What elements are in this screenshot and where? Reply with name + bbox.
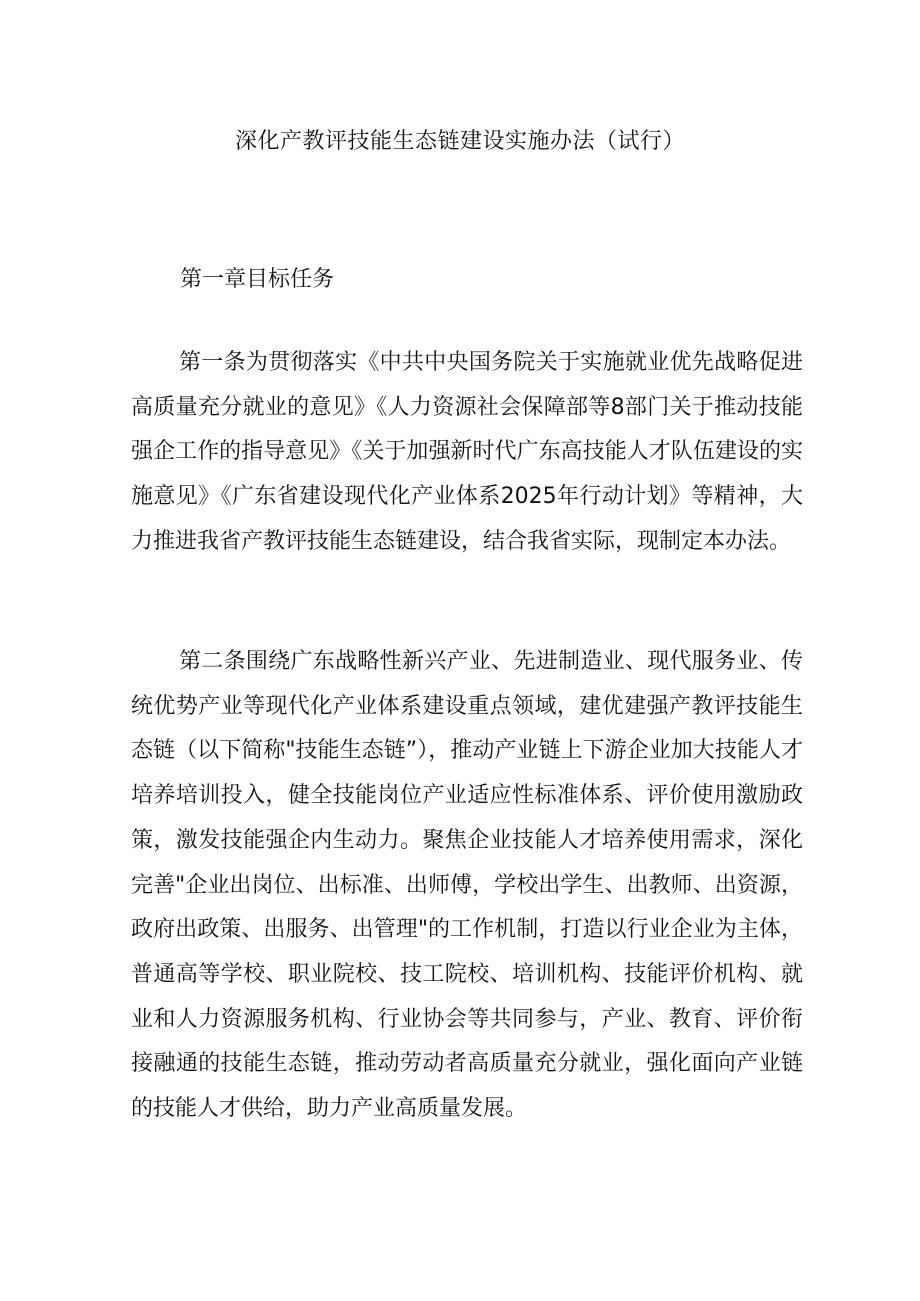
- article-paragraph-1: 第一条为贯彻落实《中共中央国务院关于实施就业优先战略促进高质量充分就业的意见》《人力资源社会保障部等8部门关于推动技能强企工作的指导意见》《关于加强新时代广东高技能人才队伍建设的实施意见》《广东省建设现代化产业体系2025年行动计划》等精神，大力推进我省产教评技能生态链建设，结合我省实际，现制定本办法。: [131, 350, 803, 554]
- document-title: 深化产教评技能生态链建设实施办法（试行）: [234, 129, 685, 154]
- article-paragraph-2: 第二条围绕广东战略性新兴产业、先进制造业、现代服务业、传统优势产业等现代化产业体系建设重点领域，建优建强产教评技能生态链（以下简称"技能生态链”），推动产业链上下游企业加大技能人才培养培训投入，健全技能岗位产业适应性标准体系、评价使用激励政策，激发技能强企内生动力。聚焦企业技能人才培养使用需求，深化完善"企业出岗位、出标准、出师傅，学校出学生、出教师、出资源，政府出政策、出服务、出管理"的工作机制，打造以行业企业为主体，普通高等学校、职业院校、技工院校、培训机构、技能评价机构、就业和人力资源服务机构、行业协会等共同参与，产业、教育、评价衔接融通的技能生态链，推动劳动者高质量充分就业，强化面向产业链的技能人才供给，助力产业高质量发展。: [131, 649, 803, 1122]
- chapter-heading: 第一章目标任务: [180, 267, 335, 292]
